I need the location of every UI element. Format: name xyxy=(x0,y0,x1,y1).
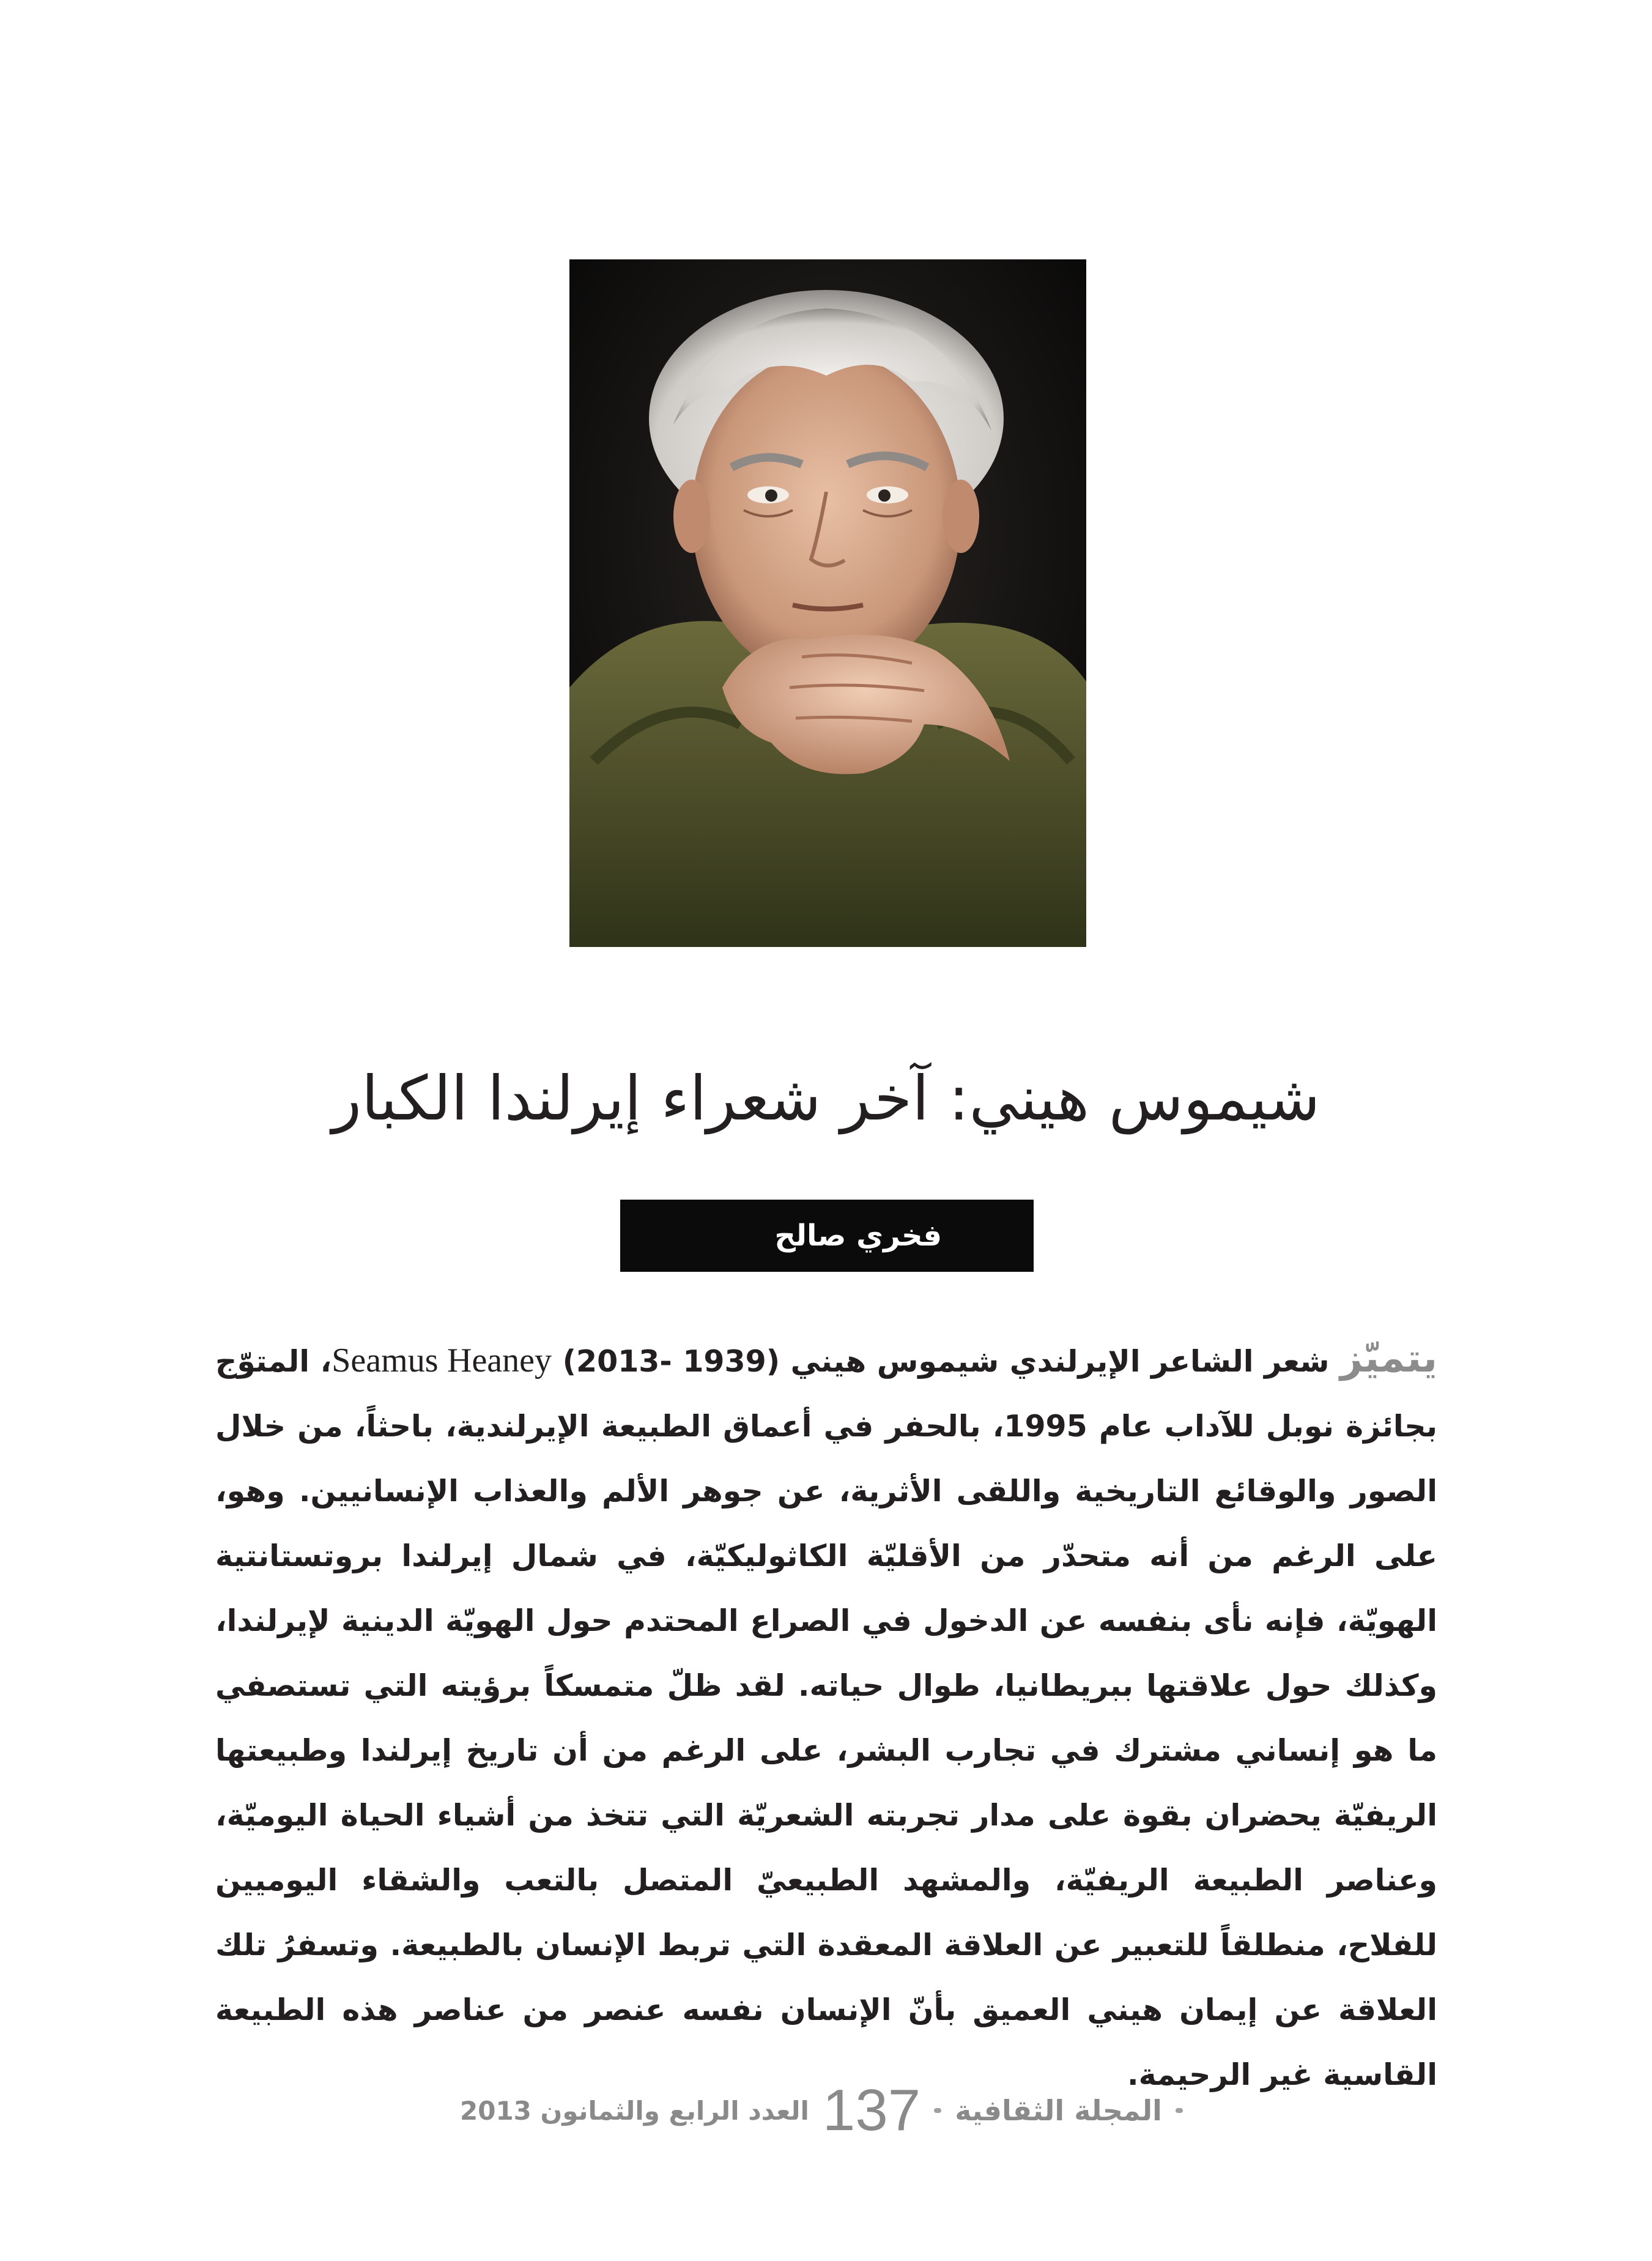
portrait-illustration xyxy=(569,259,1086,947)
footer-ornament-left xyxy=(934,2108,941,2113)
english-name: Seamus Heaney xyxy=(332,1342,552,1379)
article-title: شيموس هيني: آخر شعراء إيرلندا الكبار xyxy=(332,1063,1320,1134)
author-name-bar xyxy=(620,1200,1034,1272)
body-paragraph: ، المتوّج بجائزة نوبل للآداب عام 1995، بالحفر في أعماق الطبيعة الإيرلندية، باحثاً، من خلال الصور والوقائع التاريخية واللقى الأثرية، عن جوهر الألم والعذاب الإنسانيين. وهو، على الرغم من أنه متحدّر من الأقليّة الكاثوليكيّة، في شمال إيرلندا بروتستانتية الهويّة، فإنه نأى بنفسه عن الدخول في الصراع المحتدم حول الهويّة الدينية لإيرلندا، وكذلك حول علاقتها ببريطانيا، طوال حياته. لقد ظلّ متمسكاً برؤيته التي تستصفي ما هو إنساني مشترك في تجارب البشر، على الرغم من أن تاريخ إيرلندا وطبيعتها الريفيّة يحضران بقوة على مدار تجربته الشعريّة التي تتخذ من أشياء الحياة اليوميّة، وعناصر الطبيعة الريفيّة، والمشهد الطبيعيّ المتصل بالتعب والشقاء اليوميين للفلاح، منطلقاً للتعبير عن العلاقة المعقدة التي تربط الإنسان بالطبيعة. وتسفرُ تلك العلاقة عن إيمان هيني العميق بأنّ الإنسان نفسه عنصر من عناصر هذه الطبيعة القاسية غير الرحيمة. xyxy=(215,1344,1437,2092)
lead-word: يتميّز xyxy=(1340,1336,1437,1381)
author-name: فخري صالح xyxy=(774,1219,942,1253)
body-years: 1939 -2013 xyxy=(576,1344,766,1379)
footer-magazine-name: المجلة الثقافية xyxy=(955,2094,1162,2127)
author-portrait-photo xyxy=(569,259,1086,947)
body-intro: شعر الشاعر الإيرلندي شيموس هيني ( xyxy=(766,1344,1340,1379)
footer-ornament-right xyxy=(1176,2108,1183,2113)
article-body xyxy=(215,1326,1437,2107)
footer-issue: العدد الرابع والثمانون 2013 xyxy=(460,2095,809,2126)
body-intro-close: ) xyxy=(552,1344,576,1379)
page-footer xyxy=(460,2074,1183,2147)
footer-page-number: 137 xyxy=(822,2077,921,2143)
